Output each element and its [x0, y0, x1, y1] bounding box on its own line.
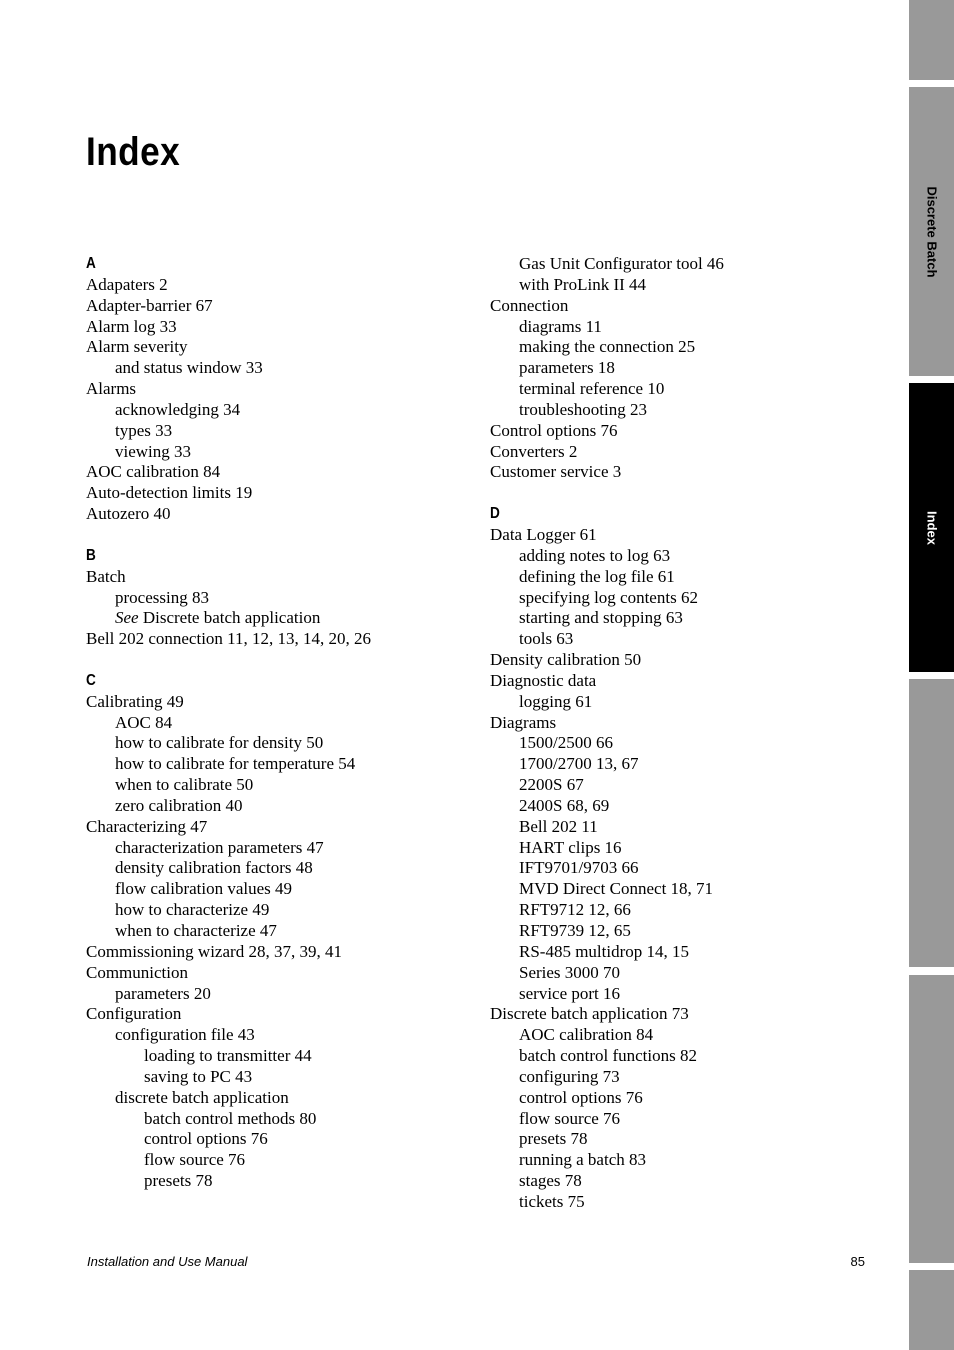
index-letter-heading: A — [86, 255, 96, 272]
index-entry: Auto-detection limits 19 — [86, 483, 253, 503]
index-subentry: diagrams 11 — [519, 316, 602, 336]
index-subentry: AOC calibration 84 — [519, 1025, 654, 1045]
index-subentry: flow source 76 — [144, 1150, 246, 1170]
index-subentry: when to characterize 47 — [115, 921, 277, 940]
side-tab-label: Index — [924, 510, 939, 545]
index-subentry: viewing 33 — [115, 441, 192, 461]
index-subentry: starting and stopping 63 — [519, 608, 683, 628]
index-entry: Communiction — [86, 962, 188, 982]
index-subentry: batch control functions 82 — [519, 1046, 697, 1066]
index-subentry: batch control methods 80 — [144, 1108, 317, 1128]
index-entry: Control options 76 — [490, 420, 618, 440]
index-column-left — [86, 254, 486, 1192]
index-entry: Customer service 3 — [490, 462, 622, 482]
index-subentry: Gas Unit Configurator tool 46 — [519, 254, 724, 273]
index-subentry: IFT9701/9703 66 — [519, 858, 639, 878]
index-subentry: flow source 76 — [519, 1108, 621, 1128]
side-tab-index — [909, 383, 954, 672]
index-subentry: how to characterize 49 — [115, 900, 270, 920]
index-subentry: when to calibrate 50 — [115, 775, 254, 795]
see-label: See — [115, 608, 139, 628]
index-column-right — [490, 254, 890, 1213]
index-subentry: adding notes to log 63 — [519, 545, 671, 565]
index-entry: Commissioning wizard 28, 37, 39, 41 — [86, 941, 342, 961]
index-subentry: AOC 84 — [115, 712, 173, 732]
index-subentry: zero calibration 40 — [115, 795, 243, 815]
index-entry: Configuration — [86, 1004, 182, 1024]
index-entry: Adapaters 2 — [86, 274, 168, 294]
index-subentry: presets 78 — [519, 1129, 588, 1149]
index-subentry: parameters 20 — [115, 983, 211, 1003]
index-see-reference — [86, 608, 486, 629]
footer-manual-title: Installation and Use Manual — [87, 1254, 248, 1269]
index-entry: Alarm log 33 — [86, 316, 177, 336]
index-subentry: making the connection 25 — [519, 337, 696, 357]
side-tab-5 — [909, 975, 954, 1263]
index-subentry: discrete batch application — [115, 1087, 289, 1107]
index-entry: Bell 202 connection 11, 12, 13, 14, 20, 26 — [86, 629, 372, 649]
index-entry: Characterizing 47 — [86, 816, 208, 836]
index-entry: Diagrams — [490, 712, 557, 732]
index-entry: AOC calibration 84 — [86, 462, 221, 482]
index-entry: Batch — [86, 566, 126, 586]
index-subentry: density calibration factors 48 — [115, 858, 313, 878]
index-entry: Autozero 40 — [86, 504, 171, 524]
index-subentry: configuring 73 — [519, 1066, 620, 1086]
side-tab-label: Discrete Batch — [924, 185, 939, 278]
side-tab-1 — [909, 0, 954, 80]
index-subentry: and status window 33 — [115, 358, 263, 378]
index-subentry: terminal reference 10 — [519, 379, 665, 399]
index-subentry: with ProLink II 44 — [519, 274, 647, 294]
index-entry: Diagnostic data — [490, 670, 597, 690]
index-entry: Density calibration 50 — [490, 650, 642, 670]
index-entry: Converters 2 — [490, 441, 578, 461]
index-subentry: RS-485 multidrop 14, 15 — [519, 941, 690, 961]
index-subentry: types 33 — [115, 420, 173, 440]
index-subentry: processing 83 — [115, 587, 209, 607]
index-entry: Connection — [490, 295, 569, 315]
index-subentry: presets 78 — [144, 1171, 213, 1191]
index-subentry: acknowledging 34 — [115, 399, 241, 419]
index-subentry: RFT9712 12, 66 — [519, 900, 631, 920]
index-entry: Alarms — [86, 379, 137, 399]
index-subentry: flow calibration values 49 — [115, 879, 293, 899]
index-entry: Discrete batch application 73 — [490, 1004, 689, 1024]
index-subentry: stages 78 — [519, 1171, 582, 1191]
index-subentry: how to calibrate for density 50 — [115, 733, 324, 753]
index-subentry: how to calibrate for temperature 54 — [115, 754, 356, 774]
index-subentry: defining the log file 61 — [519, 566, 675, 586]
side-tab-6 — [909, 1270, 954, 1350]
index-entry: Calibrating 49 — [86, 691, 184, 711]
index-subentry: MVD Direct Connect 18, 71 — [519, 879, 714, 899]
index-letter-heading: D — [490, 505, 500, 523]
index-subentry: control options 76 — [519, 1087, 643, 1107]
index-subentry: logging 61 — [519, 691, 593, 711]
section-gap — [86, 650, 486, 671]
index-letter-heading: C — [86, 671, 96, 689]
page-title: Index — [86, 130, 181, 174]
side-tab-4 — [909, 679, 954, 967]
index-subentry: RFT9739 12, 65 — [519, 921, 631, 940]
section-gap — [490, 483, 890, 504]
index-subentry: parameters 18 — [519, 358, 615, 378]
index-subentry: loading to transmitter 44 — [144, 1046, 312, 1066]
side-tab-discrete-batch — [909, 87, 954, 376]
section-gap — [86, 525, 486, 546]
index-subentry: control options 76 — [144, 1129, 268, 1149]
index-subentry: specifying log contents 62 — [519, 587, 698, 607]
index-subentry: 1500/2500 66 — [519, 733, 613, 753]
footer-page-number: 85 — [850, 1254, 865, 1269]
index-subentry: 1700/2700 13, 67 — [519, 754, 639, 774]
index-subentry: 2200S 67 — [519, 775, 584, 795]
index-subentry: service port 16 — [519, 983, 621, 1003]
index-subentry: troubleshooting 23 — [519, 399, 647, 419]
see-target: Discrete batch application — [138, 608, 321, 628]
index-entry: Data Logger 61 — [490, 524, 597, 544]
index-letter-heading: B — [86, 546, 96, 564]
index-subentry: tools 63 — [519, 629, 574, 649]
index-subentry: characterization parameters 47 — [115, 837, 324, 857]
index-subentry: tickets 75 — [519, 1191, 585, 1211]
index-subentry: saving to PC 43 — [144, 1066, 253, 1086]
index-entry: Alarm severity — [86, 337, 188, 357]
index-subentry: 2400S 68, 69 — [519, 795, 610, 815]
index-subentry: Bell 202 11 — [519, 816, 598, 836]
index-subentry: Series 3000 70 — [519, 962, 621, 982]
index-subentry: HART clips 16 — [519, 837, 622, 857]
index-subentry: running a batch 83 — [519, 1150, 646, 1170]
index-entry: Adapter-barrier 67 — [86, 295, 213, 315]
index-subentry: configuration file 43 — [115, 1025, 255, 1045]
